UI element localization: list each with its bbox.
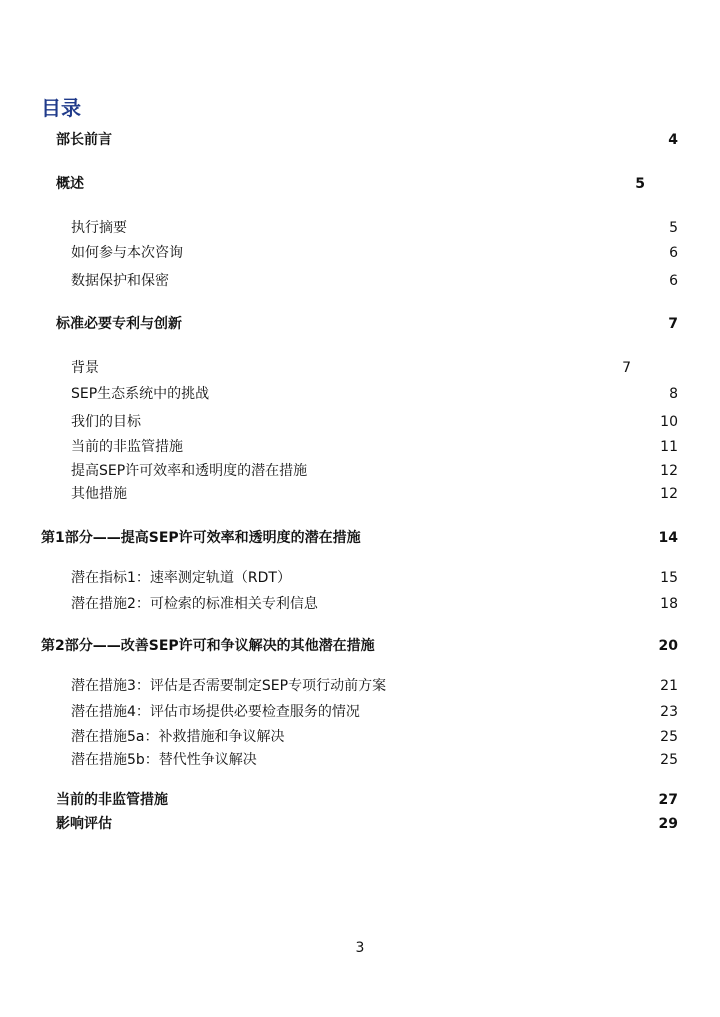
toc-entry-label: 潜在措施5a：补救措施和争议解决 [71, 729, 285, 745]
toc-entry-potential-measure-5b[interactable] [0, 749, 720, 771]
toc-entry-label: 数据保护和保密 [71, 273, 169, 289]
toc-entry-page: 20 [658, 638, 678, 654]
toc-entry-label: 概述 [56, 176, 84, 192]
toc-entry-page: 4 [668, 132, 678, 148]
toc-entry-impact-assessment[interactable] [0, 813, 720, 835]
toc-entry-other-measures[interactable] [0, 483, 720, 505]
toc-entry-page: 14 [658, 530, 678, 546]
toc-entry-executive-summary[interactable] [0, 217, 720, 239]
toc-entry-label: 第1部分——提高SEP许可效率和透明度的潜在措施 [41, 530, 361, 546]
toc-entry-potential-measure-5a[interactable] [0, 726, 720, 748]
toc-entry-part-2[interactable] [0, 635, 720, 657]
toc-entry-potential-measure-3[interactable] [0, 675, 720, 697]
toc-entry-page: 11 [660, 439, 678, 455]
toc-entry-page: 27 [658, 792, 678, 808]
toc-entry-page: 18 [660, 596, 678, 612]
toc-entry-data-protection[interactable] [0, 270, 720, 292]
toc-entry-page: 8 [669, 386, 678, 402]
toc-entry-label: 如何参与本次咨询 [71, 245, 183, 261]
footer-page-number: 3 [355, 940, 365, 956]
toc-entry-label: 当前的非监管措施 [56, 792, 168, 808]
toc-entry-page: 12 [660, 486, 678, 502]
toc-entry-page: 15 [660, 570, 678, 586]
toc-entry-sep-challenges[interactable] [0, 383, 720, 405]
toc-entry-label: 提高SEP许可效率和透明度的潜在措施 [71, 463, 308, 479]
toc-entry-page: 25 [660, 729, 678, 745]
toc-entry-page: 12 [660, 463, 678, 479]
toc-entry-label: 其他措施 [71, 486, 127, 502]
toc-entry-how-to-respond[interactable] [0, 242, 720, 264]
toc-entry-label: 潜在措施3：评估是否需要制定SEP专项行动前方案 [71, 678, 387, 694]
toc-entry-part-1[interactable] [0, 527, 720, 549]
toc-entry-current-non-regulatory[interactable] [0, 436, 720, 458]
toc-entry-label: 潜在措施5b：替代性争议解决 [71, 752, 257, 768]
toc-entry-page: 5 [669, 220, 678, 236]
toc-entry-page: 23 [660, 704, 678, 720]
toc-entry-label: SEP生态系统中的挑战 [71, 386, 210, 402]
toc-entry-potential-indicator-1[interactable] [0, 567, 720, 589]
toc-entry-label: 当前的非监管措施 [71, 439, 183, 455]
toc-entry-label: 第2部分——改善SEP许可和争议解决的其他潜在措施 [41, 638, 375, 654]
toc-entry-our-objectives[interactable] [0, 411, 720, 433]
toc-heading: 目录 [41, 96, 81, 120]
toc-entry-page: 6 [669, 245, 678, 261]
toc-entry-page: 6 [669, 273, 678, 289]
toc-entry-label: 标准必要专利与创新 [56, 316, 182, 332]
toc-entry-label: 潜在措施2：可检索的标准相关专利信息 [71, 596, 318, 612]
toc-entry-page: 7 [622, 360, 631, 376]
toc-entry-label: 潜在指标1：速率测定轨道（RDT） [71, 570, 291, 586]
toc-entry-potential-measures[interactable] [0, 460, 720, 482]
toc-entry-page: 5 [635, 176, 645, 192]
toc-entry-current-non-regulatory-2[interactable] [0, 789, 720, 811]
toc-entry-label: 潜在措施4：评估市场提供必要检查服务的情况 [71, 704, 360, 720]
toc-entry-page: 7 [668, 316, 678, 332]
toc-entry-potential-measure-2[interactable] [0, 593, 720, 615]
toc-entry-page: 29 [658, 816, 678, 832]
toc-entry-ministers-foreword[interactable] [0, 129, 720, 151]
toc-entry-label: 影响评估 [56, 816, 112, 832]
toc-entry-background[interactable] [0, 357, 720, 379]
toc-entry-overview[interactable] [0, 173, 720, 195]
toc-entry-sep-and-innovation[interactable] [0, 313, 720, 335]
toc-entry-label: 背景 [71, 360, 99, 376]
toc-entry-page: 10 [660, 414, 678, 430]
toc-entry-label: 部长前言 [56, 132, 112, 148]
toc-entry-potential-measure-4[interactable] [0, 701, 720, 723]
toc-entry-label: 执行摘要 [71, 220, 127, 236]
toc-entry-page: 25 [660, 752, 678, 768]
toc-entry-label: 我们的目标 [71, 414, 141, 430]
toc-entry-page: 21 [660, 678, 678, 694]
